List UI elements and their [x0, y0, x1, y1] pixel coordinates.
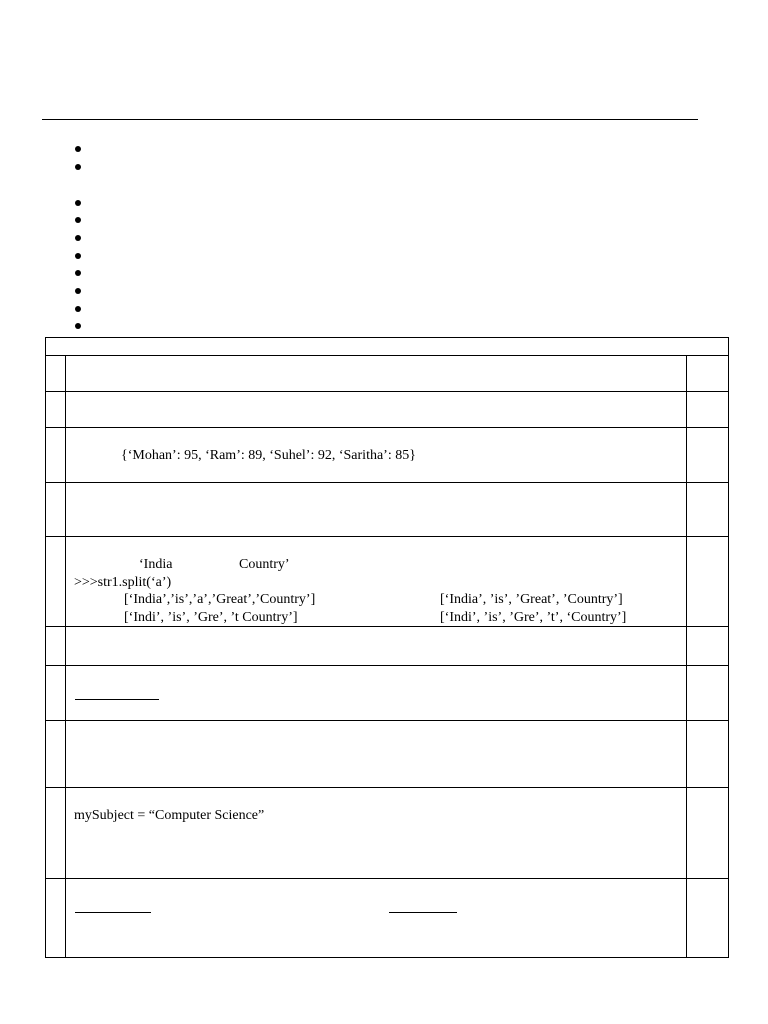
- split-statement: >>>str1.split(‘a’): [74, 575, 172, 590]
- bullet-marker: [75, 146, 81, 152]
- answer-blank: [75, 699, 159, 700]
- row-divider: [46, 626, 728, 627]
- answer-blank: [75, 912, 151, 913]
- row-divider: [46, 536, 728, 537]
- row-divider: [46, 878, 728, 879]
- bullet-marker: [75, 270, 81, 276]
- bullet-marker: [75, 164, 81, 170]
- marks-column-divider: [686, 355, 687, 958]
- option-a: [‘India’,’is’,’a’,’Great’,’Country’]: [124, 592, 316, 607]
- bullet-marker: [75, 253, 81, 259]
- row-divider: [46, 391, 728, 392]
- option-c: [‘Indi’, ’is’, ’Gre’, ’t Country’]: [124, 610, 298, 625]
- bullet-marker: [75, 323, 81, 329]
- row-divider: [46, 665, 728, 666]
- answer-blank: [389, 912, 457, 913]
- bullet-marker: [75, 217, 81, 223]
- dictionary-text: {‘Mohan’: 95, ‘Ram’: 89, ‘Suhel’: 92, ‘Saritha’: 85}: [121, 448, 416, 463]
- number-column-divider: [65, 355, 66, 958]
- string-end-text: Country’: [239, 557, 290, 572]
- bullet-marker: [75, 235, 81, 241]
- string-start-text: ‘India: [139, 557, 173, 572]
- header-rule: [42, 119, 698, 120]
- bullet-marker: [75, 200, 81, 206]
- code-line: mySubject = “Computer Science”: [74, 808, 265, 823]
- row-divider: [46, 482, 728, 483]
- option-d: [‘Indi’, ’is’, ’Gre’, ’t’, ‘Country’]: [440, 610, 627, 625]
- question-table: [45, 337, 729, 958]
- bullet-marker: [75, 288, 81, 294]
- row-divider: [46, 427, 728, 428]
- option-b: [‘India’, ’is’, ’Great’, ’Country’]: [440, 592, 623, 607]
- row-divider: [46, 787, 728, 788]
- bullet-marker: [75, 306, 81, 312]
- row-divider: [46, 355, 728, 356]
- row-divider: [46, 720, 728, 721]
